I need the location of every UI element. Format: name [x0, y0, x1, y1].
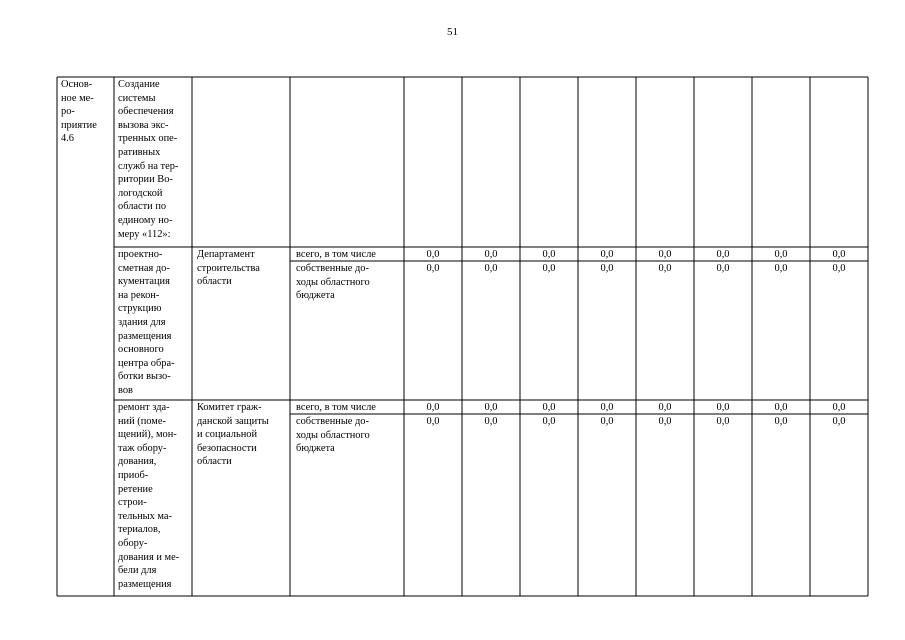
value-total-1: 0,0 — [716, 249, 730, 260]
value-total-1: 0,0 — [542, 249, 556, 260]
value-total-1: 0,0 — [832, 249, 846, 260]
value-total-2: 0,0 — [658, 402, 672, 413]
source-own-1: собственные до- ходы областного бюджета — [296, 263, 370, 302]
value-own-1: 0,0 — [832, 263, 846, 274]
value-own-1: 0,0 — [600, 263, 614, 274]
activity-title: Создание системы обеспечения вызова экс- тренных опе- ративных служб на тер- ритории Во- логодской области по единому но- меру «112»: — [118, 79, 179, 240]
value-own-2: 0,0 — [542, 416, 556, 427]
executor-2: Комитет граж- данской защиты и социальной безопасности области — [197, 402, 269, 468]
value-total-2: 0,0 — [774, 402, 788, 413]
value-own-1: 0,0 — [774, 263, 788, 274]
value-own-2: 0,0 — [484, 416, 498, 427]
source-total-2: всего, в том числе — [296, 402, 376, 413]
value-total-1: 0,0 — [774, 249, 788, 260]
subactivity-name-1: проектно- сметная до- кументация на рекон- струкцию здания для размещения основного центра обра- ботки вызо- вов — [118, 249, 175, 396]
value-total-2: 0,0 — [484, 402, 498, 413]
value-own-1: 0,0 — [658, 263, 672, 274]
value-total-2: 0,0 — [716, 402, 730, 413]
value-own-2: 0,0 — [600, 416, 614, 427]
value-own-2: 0,0 — [832, 416, 846, 427]
source-total-1: всего, в том числе — [296, 249, 376, 260]
value-total-2: 0,0 — [426, 402, 440, 413]
value-total-1: 0,0 — [484, 249, 498, 260]
value-total-1: 0,0 — [426, 249, 440, 260]
value-total-2: 0,0 — [832, 402, 846, 413]
page-number: 51 — [447, 26, 458, 38]
activity-code: Основ- ное ме- ро- приятие 4.6 — [61, 79, 97, 145]
value-total-2: 0,0 — [542, 402, 556, 413]
value-total-1: 0,0 — [658, 249, 672, 260]
value-own-1: 0,0 — [542, 263, 556, 274]
value-own-2: 0,0 — [658, 416, 672, 427]
value-total-1: 0,0 — [600, 249, 614, 260]
executor-1: Департамент строительства области — [197, 249, 260, 288]
source-own-2: собственные до- ходы областного бюджета — [296, 416, 370, 455]
value-own-2: 0,0 — [716, 416, 730, 427]
value-own-1: 0,0 — [716, 263, 730, 274]
value-own-1: 0,0 — [484, 263, 498, 274]
value-own-2: 0,0 — [426, 416, 440, 427]
value-own-1: 0,0 — [426, 263, 440, 274]
value-own-2: 0,0 — [774, 416, 788, 427]
subactivity-name-2: ремонт зда- ний (поме- щений), мон- таж обору- дования, приоб- ретение строи- тельных ма- териалов, обору- дования и ме- бели для размещения — [118, 402, 180, 590]
value-total-2: 0,0 — [600, 402, 614, 413]
